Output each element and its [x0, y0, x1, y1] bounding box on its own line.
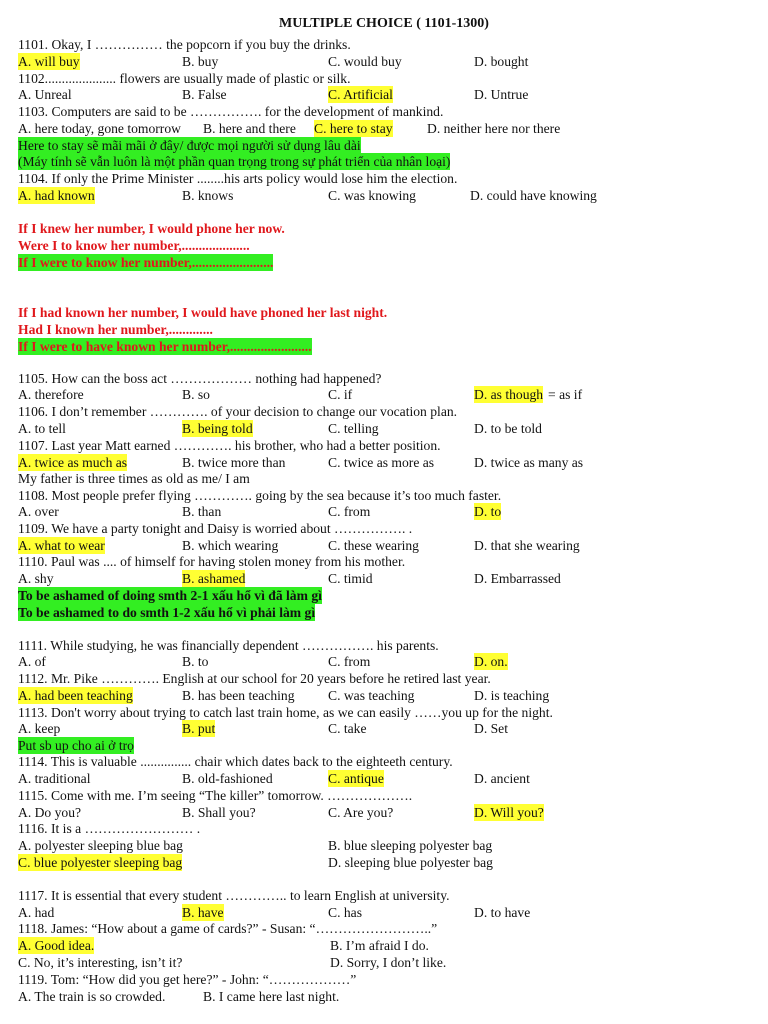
line-text: D. Set — [474, 721, 508, 736]
line-text: B. buy — [182, 54, 219, 69]
highlighted-note: To be ashamed of doing smth 2-1 xấu hổ vì đã làm gì — [18, 588, 322, 603]
line-text: B. blue sleeping polyester bag — [328, 838, 493, 853]
line-text: C. was knowing — [328, 188, 416, 203]
line-text: D. neither here nor there — [427, 121, 561, 136]
line-text: C. from — [328, 654, 371, 669]
document-title: MULTIPLE CHOICE ( 1101-1300) — [279, 16, 489, 31]
line-text: 1118. James: “How about a game of cards?” - Susan: “……………………..” — [18, 921, 438, 936]
line-text: 1119. Tom: “How did you get here?” - John: “………………” — [18, 972, 357, 987]
line-text: D. to have — [474, 905, 531, 920]
line-text: D. Sorry, I don’t like. — [330, 955, 447, 970]
highlighted-answer: B. ashamed — [182, 571, 246, 586]
line-text: D. to be told — [474, 421, 542, 436]
line-text: B. twice more than — [182, 455, 286, 470]
highlighted-answer: A. had known — [18, 188, 95, 203]
line-text: 1108. Most people prefer flying …………. going by the sea because it’s too much faster. — [18, 488, 502, 503]
highlighted-answer: C. Artificial — [328, 87, 393, 102]
line-text: B. I came here last night. — [203, 989, 340, 1004]
line-text: D. is teaching — [474, 688, 550, 703]
highlighted-answer: B. put — [182, 721, 216, 736]
highlighted-note: (Máy tính sẽ vẫn luôn là một phần quan trọng trong sự phát triển của nhân loại) — [18, 154, 451, 169]
line-text: A. therefore — [18, 387, 84, 402]
line-text: 1117. It is essential that every student ………….. to learn English at university. — [18, 888, 450, 903]
line-text: B. Shall you? — [182, 805, 256, 820]
line-text: B. than — [182, 504, 222, 519]
line-text: 1116. It is a …………………… . — [18, 821, 201, 836]
highlighted-answer: A. Good idea. — [18, 938, 95, 953]
line-text: B. False — [182, 87, 227, 102]
line-text: C. would buy — [328, 54, 402, 69]
line-text: Were I to know her number,.................... — [18, 238, 250, 253]
line-text: 1115. Come with me. I’m seeing “The killer” tomorrow. ………………. — [18, 788, 413, 803]
line-text: A. Do you? — [18, 805, 82, 820]
highlighted-answer: D. Will you? — [474, 805, 544, 820]
line-text: 1109. We have a party tonight and Daisy is worried about ……………. . — [18, 521, 413, 536]
line-text: 1110. Paul was .... of himself for having stolen money from his mother. — [18, 554, 406, 569]
line-text: C. telling — [328, 421, 379, 436]
line-text: C. take — [328, 721, 367, 736]
line-text: A. The train is so crowded. — [18, 989, 166, 1004]
line-text: Had I known her number,............. — [18, 322, 213, 337]
highlighted-answer: A. will buy — [18, 54, 80, 69]
line-text: A. polyester sleeping blue bag — [18, 838, 183, 853]
line-text: A. here today, gone tomorrow — [18, 121, 181, 136]
line-text: 1105. How can the boss act ……………… nothing had happened? — [18, 371, 382, 386]
line-text: B. I’m afraid I do. — [330, 938, 429, 953]
line-text: B. knows — [182, 188, 234, 203]
highlighted-note: Put sb up cho ai ở trọ — [18, 738, 134, 753]
line-text: B. which wearing — [182, 538, 279, 553]
line-text: = as if — [548, 387, 583, 402]
line-text: D. Untrue — [474, 87, 529, 102]
line-text: D. sleeping blue polyester bag — [328, 855, 493, 870]
highlighted-note: If I were to know her number,........................ — [18, 255, 274, 270]
line-text: D. ancient — [474, 771, 530, 786]
highlighted-answer: B. being told — [182, 421, 253, 436]
line-text: C. these wearing — [328, 538, 419, 553]
highlighted-answer: A. had been teaching — [18, 688, 133, 703]
line-text: A. keep — [18, 721, 61, 736]
line-text: 1106. I don’t remember …………. of your decision to change our vocation plan. — [18, 404, 458, 419]
line-text: 1114. This is valuable ............... chair which dates back to the eighteeth century. — [18, 754, 453, 769]
highlighted-note: If I were to have known her number,........................ — [18, 339, 312, 354]
line-text: A. over — [18, 504, 59, 519]
highlighted-answer: D. on. — [474, 654, 508, 669]
line-text: 1102..................... flowers are usually made of plastic or silk. — [18, 71, 351, 86]
highlighted-answer: B. have — [182, 905, 224, 920]
line-text: A. traditional — [18, 771, 91, 786]
highlighted-note: Here to stay sẽ mãi mãi ở đây/ được mọi người sử dụng lâu dài — [18, 138, 361, 153]
line-text: C. if — [328, 387, 353, 402]
highlighted-answer: D. to — [474, 504, 502, 519]
line-text: B. to — [182, 654, 209, 669]
line-text: A. to tell — [18, 421, 66, 436]
line-text: C. has — [328, 905, 362, 920]
line-text: 1101. Okay, I …………… the popcorn if you buy the drinks. — [18, 37, 351, 52]
line-text: 1107. Last year Matt earned …………. his brother, who had a better position. — [18, 438, 441, 453]
highlighted-answer: C. here to stay — [314, 121, 393, 136]
line-text: C. from — [328, 504, 371, 519]
line-text: D. bought — [474, 54, 529, 69]
line-text: A. shy — [18, 571, 54, 586]
highlighted-answer: C. antique — [328, 771, 384, 786]
line-text: D. that she wearing — [474, 538, 580, 553]
highlighted-answer: D. as though — [474, 387, 544, 402]
line-text: B. so — [182, 387, 210, 402]
line-text: B. has been teaching — [182, 688, 295, 703]
line-text: D. Embarrassed — [474, 571, 561, 586]
line-text: D. could have knowing — [470, 188, 597, 203]
line-text: 1111. While studying, he was financially dependent ……………. his parents. — [18, 638, 439, 653]
line-text: C. was teaching — [328, 688, 415, 703]
line-text: If I knew her number, I would phone her now. — [18, 221, 285, 236]
line-text: 1103. Computers are said to be ……………. for the development of mankind. — [18, 104, 444, 119]
line-text: A. Unreal — [18, 87, 72, 102]
line-text: C. timid — [328, 571, 373, 586]
highlighted-answer: A. what to wear — [18, 538, 105, 553]
line-text: D. twice as many as — [474, 455, 584, 470]
line-text: A. of — [18, 654, 46, 669]
line-text: My father is three times as old as me/ I am — [18, 471, 250, 486]
highlighted-answer: A. twice as much as — [18, 455, 128, 470]
highlighted-answer: C. blue polyester sleeping bag — [18, 855, 183, 870]
line-text: C. Are you? — [328, 805, 394, 820]
line-text: 1113. Don't worry about trying to catch last train home, as we can easily ……you up for the night. — [18, 705, 553, 720]
highlighted-note: To be ashamed to do smth 1-2 xấu hổ vì phải làm gì — [18, 605, 316, 620]
line-text: B. here and there — [203, 121, 296, 136]
line-text: If I had known her number, I would have phoned her last night. — [18, 305, 388, 320]
line-text: A. had — [18, 905, 55, 920]
line-text: C. No, it’s interesting, isn’t it? — [18, 955, 183, 970]
line-text: C. twice as more as — [328, 455, 435, 470]
line-text: B. old-fashioned — [182, 771, 273, 786]
line-text: 1104. If only the Prime Minister ........his arts policy would lose him the election. — [18, 171, 458, 186]
line-text: 1112. Mr. Pike …………. English at our school for 20 years before he retired last year. — [18, 671, 491, 686]
